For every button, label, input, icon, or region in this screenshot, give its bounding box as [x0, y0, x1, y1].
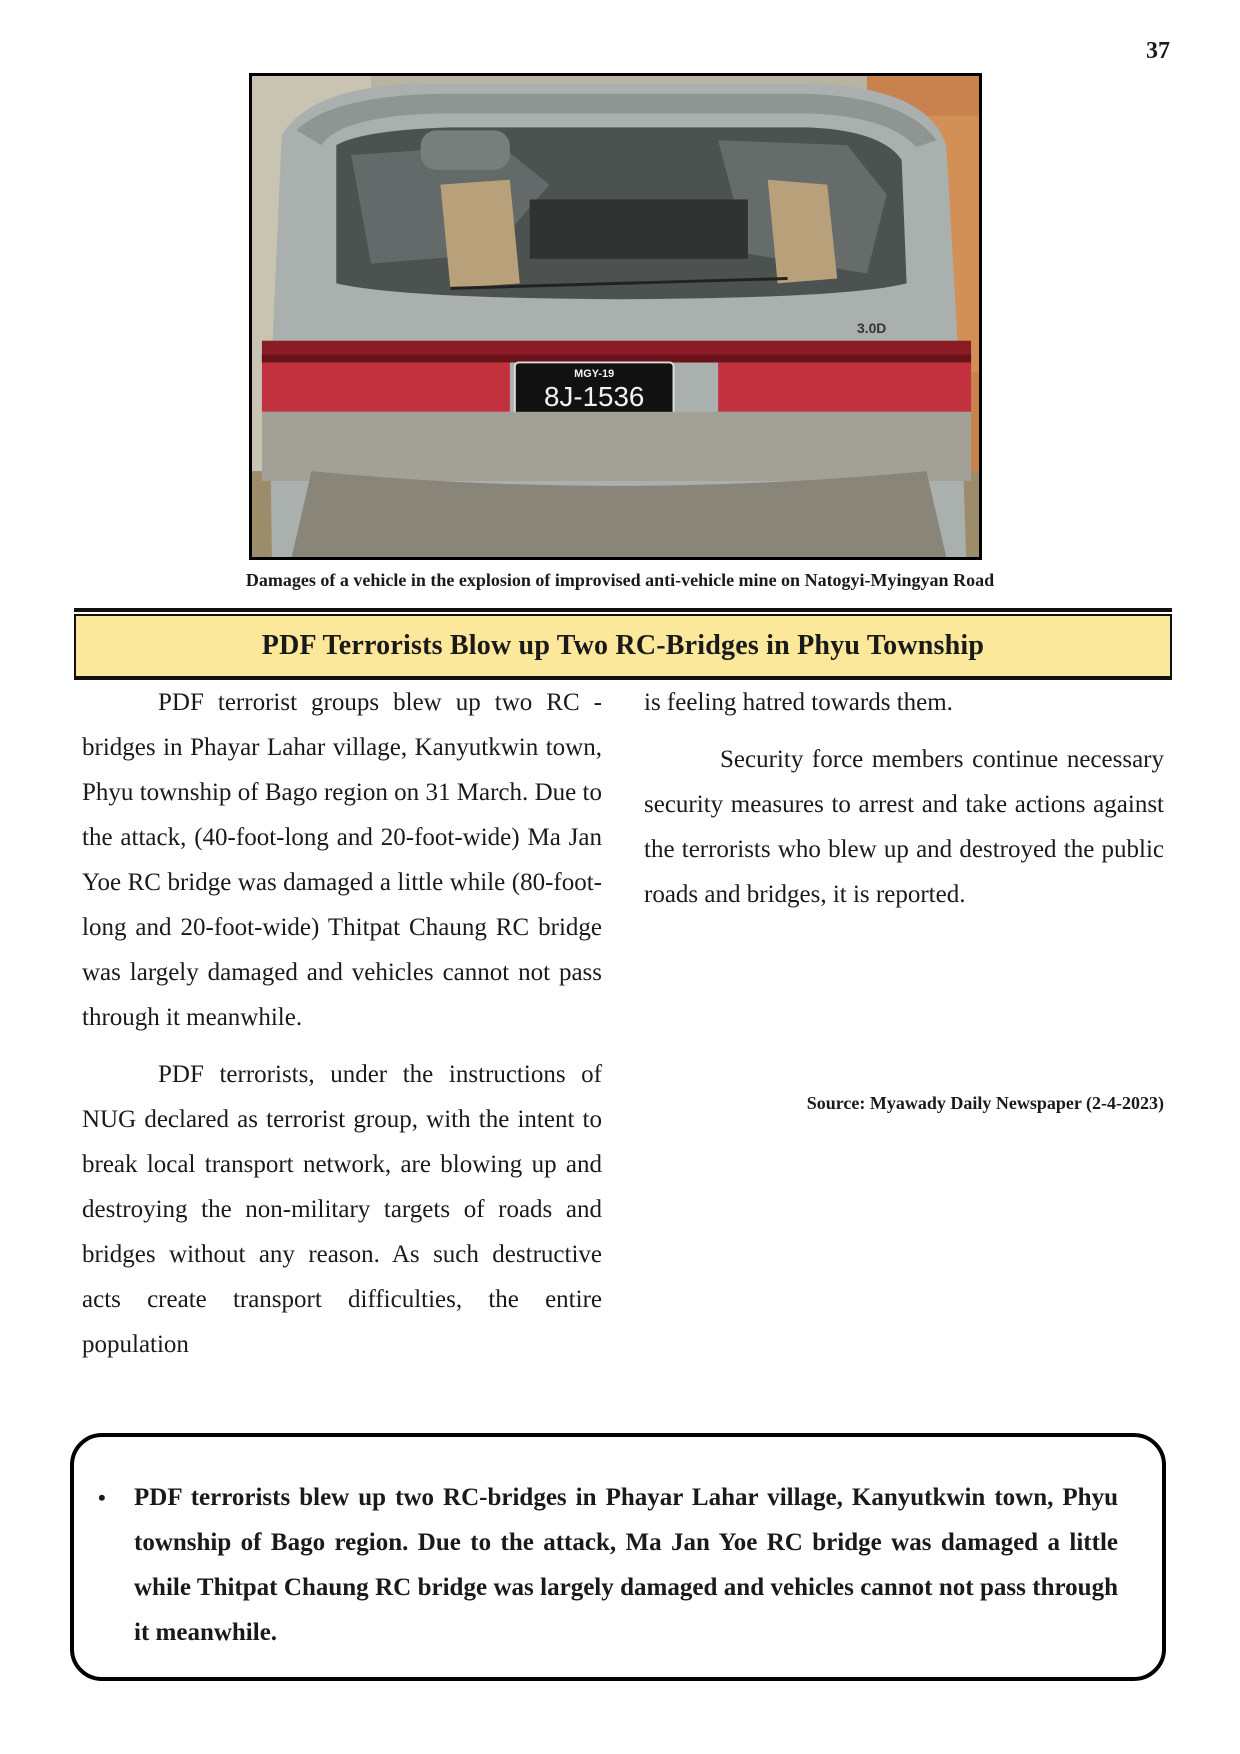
article-column-right: [644, 680, 1164, 929]
article-source: Source: Myawady Daily Newspaper (2-4-2023): [806, 1093, 1164, 1113]
headline-banner: [74, 614, 1172, 678]
article-paragraph: PDF terrorists, under the instructions of NUG declared as terrorist group, with the intent to break local transport network, are blowing up and destroying the non-military targets of roads and bridges without any reason. As such destructive acts create transport difficulties, the entire population: [82, 1061, 602, 1358]
summary-list: [98, 1475, 1118, 1655]
vehicle-photo: [249, 73, 982, 560]
engine-badge: 3.0D: [857, 319, 887, 336]
vehicle-illustration: [252, 76, 979, 557]
page-number: 37: [1146, 38, 1170, 64]
headline-top-rule: [74, 608, 1172, 612]
article-paragraph: PDF terrorist groups blew up two RC -bridges in Phayar Lahar village, Kanyutkwin town, Phyu township of Bago region on 31 March. Due to the attack, (40-foot-long and 20-foot-wide) Ma Jan Yoe RC bridge was damaged a little while (80-foot-long and 20-foot-wide) Thitpat Chaung RC bridge was largely damaged and vehicles cannot not pass through it meanwhile.: [82, 689, 602, 1031]
summary-box: [70, 1433, 1166, 1681]
summary-text: PDF terrorists blew up two RC-bridges in Phayar Lahar village, Kanyutkwin town, Phyu township of Bago region. Due to the attack, Ma Jan Yoe RC bridge was damaged a little while Thitpat Chaung RC bridge was largely damaged and vehicles cannot not pass through it meanwhile.: [134, 1484, 1118, 1646]
photo-caption: Damages of a vehicle in the explosion of improvised anti-vehicle mine on Natogyi-Myingyan Road: [245, 570, 995, 590]
article-paragraph: Security force members continue necessary security measures to arrest and take actions against the terrorists who blew up and destroyed the public roads and bridges, it is reported.: [644, 746, 1164, 908]
summary-item: [98, 1475, 1118, 1655]
plate-region-text: MGY-19: [574, 368, 615, 381]
article-column-left: [82, 680, 602, 1379]
article-headline: PDF Terrorists Blow up Two RC-Bridges in Phyu Township: [261, 630, 985, 661]
article-paragraph-continued: is feeling hatred towards them.: [644, 689, 953, 716]
bullet-icon: •: [98, 1485, 106, 1510]
plate-number-text: 8J-1536: [544, 380, 645, 412]
